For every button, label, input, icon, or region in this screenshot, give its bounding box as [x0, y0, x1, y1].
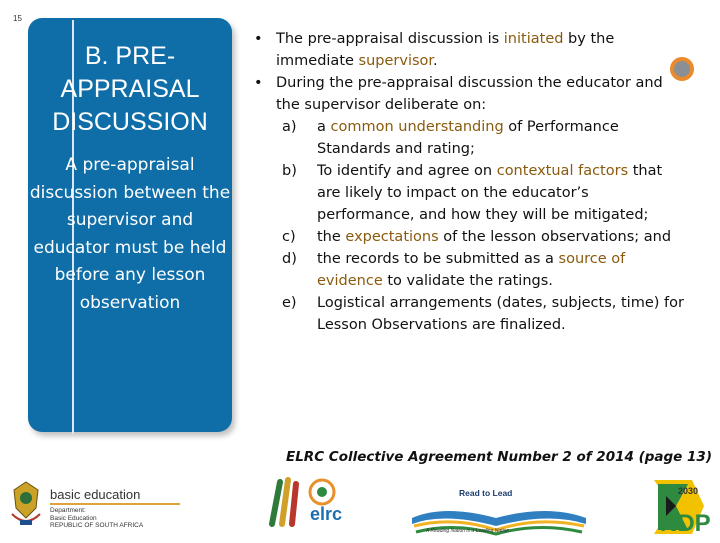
content-area [250, 28, 690, 336]
ndp-label: NDP [660, 510, 711, 537]
elrc-logo [266, 474, 390, 536]
list-item-text [317, 295, 684, 333]
slide-number: 15 [13, 14, 22, 23]
highlighted-term: expectations [345, 229, 439, 245]
text-segment: the [317, 229, 346, 245]
bullet-text [276, 75, 663, 113]
text-segment: by the immediate [276, 31, 615, 69]
highlighted-term: common understanding [330, 119, 504, 135]
list-item [250, 116, 690, 160]
panel-title: B. PRE-APPRAISAL DISCUSSION [52, 42, 208, 136]
dbe-title: basic education [50, 487, 141, 502]
ndp-year: 2030 [678, 486, 699, 496]
open-book-icon [404, 474, 594, 536]
list-item-text [317, 251, 625, 289]
dbe-subline: Basic Education [50, 514, 97, 522]
dbe-subline: Department: [50, 507, 86, 514]
ndp-2030-logo [652, 476, 716, 538]
list-item [250, 226, 690, 248]
elrc-label: elrc [310, 504, 343, 524]
text-segment: the records to be submitted as a [317, 251, 559, 267]
list-item [250, 160, 690, 226]
highlighted-term: source of evidence [317, 251, 626, 289]
read-to-lead-title: Read to Lead [459, 488, 513, 498]
bullet-item: • During the pre-appraisal discussion the educator and the supervisor deliberate on: [254, 75, 663, 113]
text-segment: a [317, 119, 331, 135]
bullet-text [276, 31, 614, 69]
highlighted-term: contextual factors [496, 163, 629, 179]
list-item-text [317, 229, 671, 245]
list-marker: b) [282, 163, 297, 179]
list-marker: e) [282, 295, 297, 311]
text-segment: of Performance Standards and rating; [317, 119, 619, 157]
bullet-item: • The pre-appraisal discussion is initiated by the immediate supervisor. [254, 31, 615, 69]
list-item-text [317, 119, 619, 157]
dbe-subline: REPUBLIC OF SOUTH AFRICA [50, 522, 144, 529]
highlighted-term: supervisor [358, 53, 434, 69]
text-segment: of the lesson observations; and [438, 229, 672, 245]
footer-logos [0, 472, 720, 540]
left-panel [28, 18, 232, 432]
text-segment: to validate the ratings. [382, 273, 553, 289]
read-to-lead-logo [404, 474, 594, 536]
text-segment: Logistical arrangements (dates, subjects, time) for Lesson Observations are finalized. [317, 295, 684, 333]
panel-description: A pre-appraisal discussion between the supervisor and educator must be held before any lesson observation [29, 155, 231, 313]
list-item [250, 292, 690, 336]
highlighted-term: initiated [503, 31, 564, 47]
read-to-lead-tagline: A Reading Nation is a Leading Nation [426, 528, 510, 534]
reference-citation: ELRC Collective Agreement Number 2 of 2014 (page 13) [285, 449, 712, 465]
coat-of-arms-icon [6, 478, 46, 530]
dbe-logo [6, 478, 206, 530]
text-segment: The pre-appraisal discussion is [276, 31, 504, 47]
text-segment: that are likely to impact on the educator’s performance, and how they will be mitigated; [317, 163, 663, 223]
text-segment: . [433, 53, 438, 69]
list-marker: a) [282, 119, 297, 135]
list-marker: d) [282, 251, 297, 267]
list-item [250, 248, 690, 292]
text-segment: To identify and agree on [317, 163, 497, 179]
text-segment: During the pre-appraisal discussion the educator and the supervisor deliberate on: [276, 75, 663, 113]
list-marker: c) [282, 229, 296, 245]
list-item-text [317, 163, 662, 223]
